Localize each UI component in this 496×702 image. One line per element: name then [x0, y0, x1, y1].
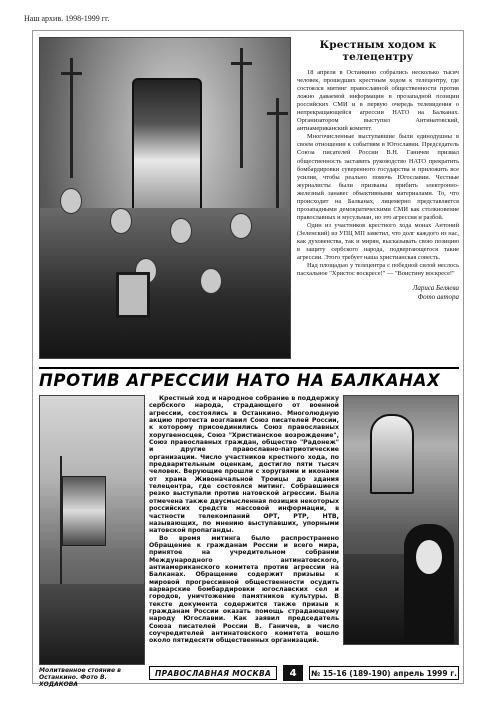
archive-label: Наш архив. 1998-1999 гг. — [24, 14, 110, 23]
procession-photo — [39, 37, 291, 359]
cross-icon — [70, 58, 73, 178]
icon-banner — [370, 414, 414, 494]
paragraph: Один из участников крестного хода монах Антоний (Зеленский) из УПЦ МП заметил, что долг каждого из нас, как духовенства, так и мирян, высказывать свою позицию в защиту сербского народа, подвергающегося такие агрессии. Этого требует наша христианская совесть. — [297, 221, 459, 262]
top-article — [297, 39, 459, 359]
person-head — [170, 218, 192, 244]
main-headline: ПРОТИВ АГРЕССИИ НАТО НА БАЛКАНАХ — [39, 367, 459, 389]
priest-photo — [343, 395, 459, 645]
paragraph: 18 апреля в Останкино собрались несколько тысяч человек, прошедших крестным ходом к телецентру, где состоялся митинг православной общественности против ложно даваемой информации в прозападной позиции российских СМИ и в первую очередь телевидения о непрекращающейся агрессии НАТО на Балканах. Организатором выступил Антинатовский, антиамериканский комитет. — [297, 69, 459, 133]
banner-procession-photo — [39, 395, 145, 665]
person-head — [110, 208, 132, 234]
byline — [297, 284, 459, 302]
procession-banner — [62, 476, 106, 546]
crowd-silhouette — [40, 584, 144, 664]
byline-author: Лариса Беляева — [412, 284, 459, 293]
newspaper-page — [32, 30, 464, 688]
person-head — [200, 268, 222, 294]
cross-icon — [276, 98, 279, 218]
issue-info: № 15-16 (189-190) апрель 1999 г. — [309, 666, 459, 680]
paragraph: Над площадью у телецентра с победной силой неслось пасхальное "Христос воскресе!" — "Воистину воскресе!" — [297, 262, 459, 278]
photo-caption: Молитвенное стояние в Останкино. Фото В. ХОДАКОВА — [39, 667, 121, 688]
held-icon-portrait — [116, 272, 150, 318]
bottom-article-body — [149, 395, 339, 665]
crowd-silhouette — [40, 208, 290, 358]
paragraph: Во время митинга было распространено Обращение к гражданам России и всего мира, принятое на учредительном собрании Международного антинатовского, антиамериканского комитета против агрессии на Балканах. Обращение содержит призывы к мировой прогрессивной общественности осудить варварские бомбардировки югославских сел и городов, уничтожение памятников культуры. В тексте документа содержится также призыв к гражданам России оказать помощь страдающему народу Югославии. Как заявил председатель Союза писателей России В. Ганичев, в число соучредителей антинатовского комитета вошло около пятидесяти общественных организаций. — [149, 534, 339, 645]
page-number: 4 — [283, 665, 303, 681]
top-article-body — [297, 69, 459, 278]
person-head — [230, 213, 252, 239]
icon-banner — [132, 78, 202, 228]
paragraph: Крестный ход и народное собрание в поддержку сербского народа, страдающего от военной агрессии, состоялись в Останкино. Многолюдную акцию протеста возглавил Союз писателей России, к которому присоединились Союз православных хоругвеносцев, Союз "Христианское возрождение", Союз православных граждан, общество "Радонеж" и другие православно-патриотические организации. Число участников крестного хода, по предварительным оценкам, достигло пяти тысяч человек. Верующие прошли с хоругвями и иконами от храма Живоначальной Троицы до здания телецентра, где состоялся митинг. Собравшиеся резко выступали против натовской агрессии. Была отмечена также двусмысленная позиция некоторых российских средств массовой информации, в частности телекомпаний ОРТ, РТР, НТВ, называющих, по мнению выступавших, упорными натовской пропаганды. — [149, 395, 339, 535]
priest-beard — [416, 540, 442, 574]
paper-name: ПРАВОСЛАВНАЯ МОСКВА — [149, 666, 277, 680]
paragraph: Многочисленные выступавшие были единодушны в своем отношении к событиям в Югославии. Председатель Союза писателей России В.Н. Ганичев призвал общественность заставить руководство НАТО прекратить бомбардировки суверенного государства и приложить все усилия, чтобы реально помочь Югославии. Честные журналисты были призваны прибить электронно-железный занавес объективными материалами. То, что происходит на Балканах, лицемерно представляется прозападными демократическими СМИ как столкновение православных и мусульман, но это агрессия и разбой. — [297, 133, 459, 221]
byline-photo-credit: Фото автора — [417, 293, 459, 302]
cross-icon — [240, 48, 243, 168]
newspaper-footer — [149, 665, 459, 681]
top-headline: Крестным ходом к телецентру — [319, 39, 437, 63]
person-head — [60, 188, 82, 214]
